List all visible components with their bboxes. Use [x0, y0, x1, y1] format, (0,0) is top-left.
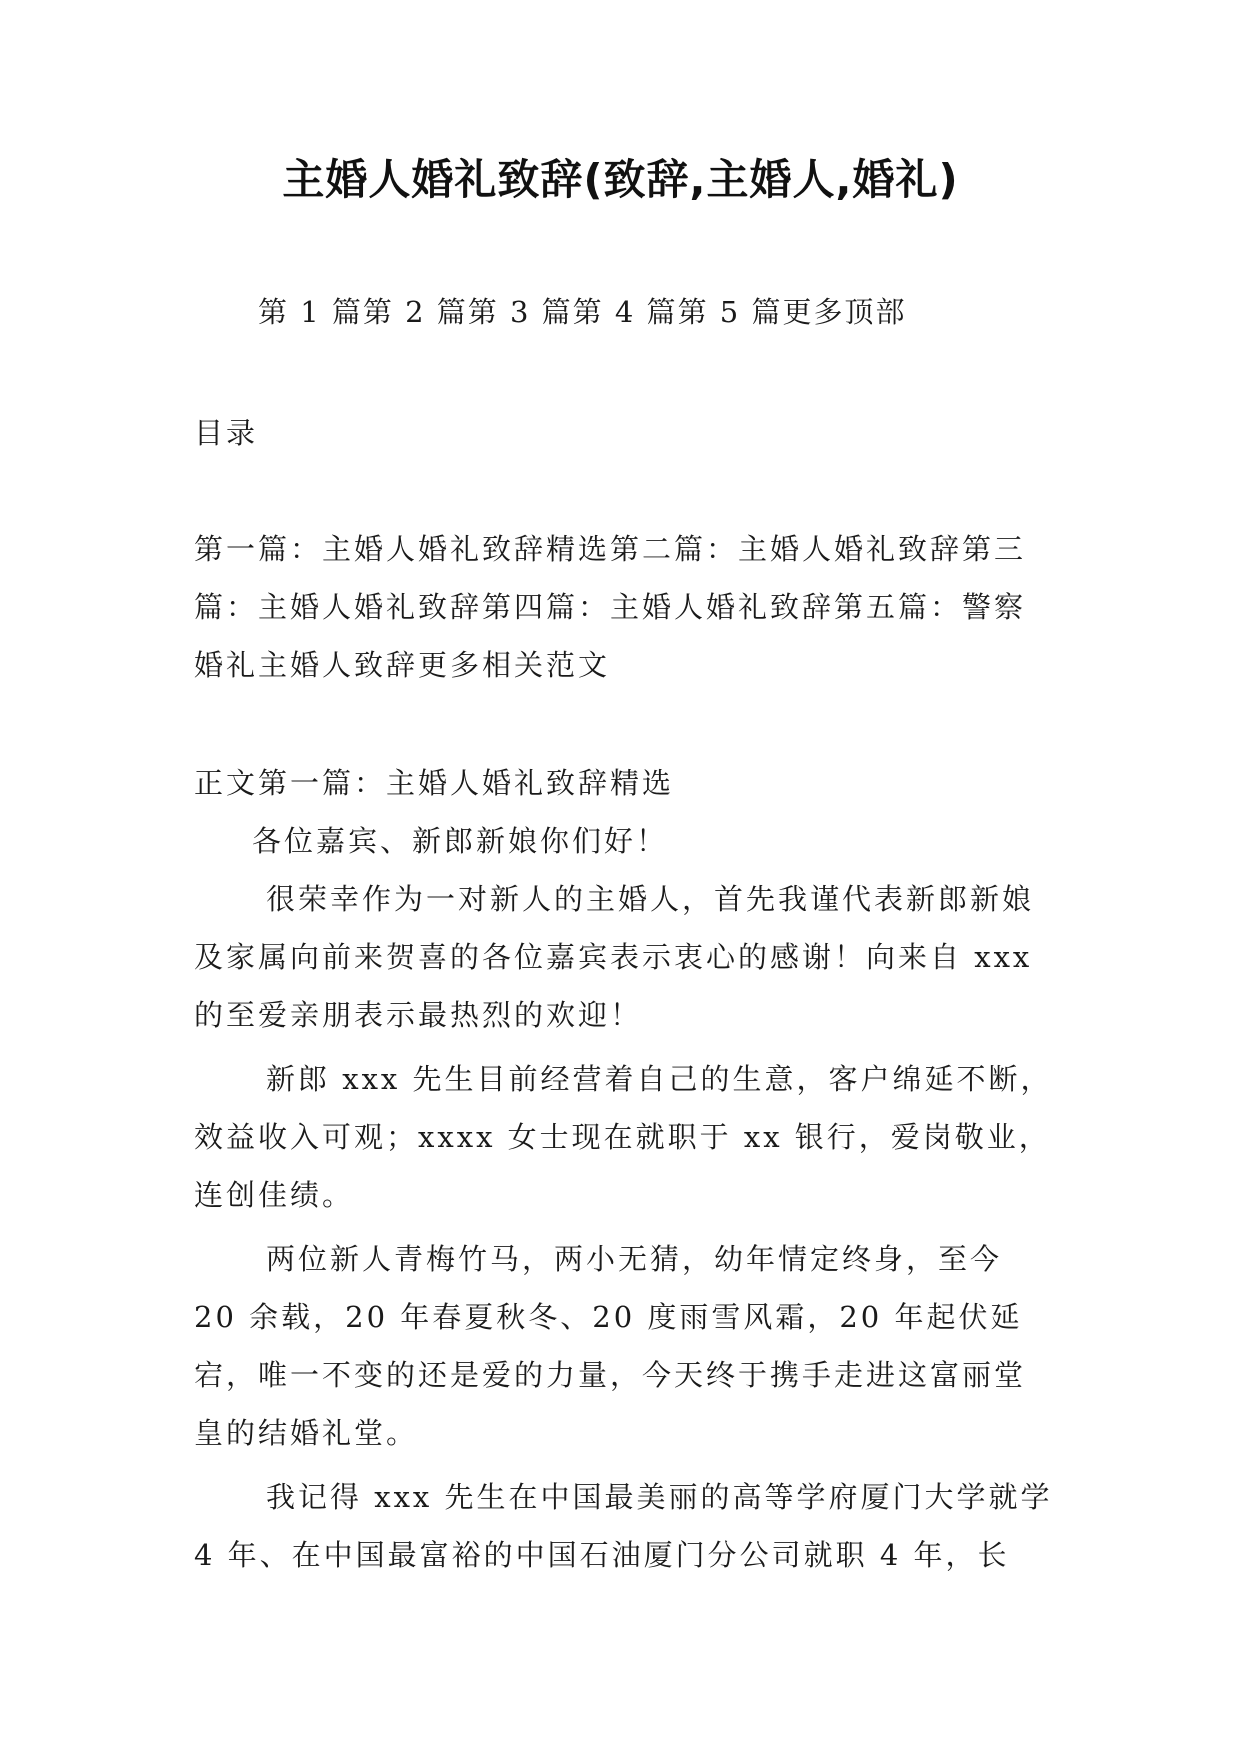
chapter-nav [258, 292, 906, 332]
body-paragraph: 新郎 xxx 先生目前经营着自己的生意，客户绵延不断，效益收入可观；xxxx 女士现在就职于 xx 银行，爱岗敬业，连创佳绩。 [194, 1062, 1053, 1212]
toc-heading: 目录 [194, 416, 259, 450]
toc-item-more[interactable]: 更多相关范文 [418, 648, 611, 682]
toc-item-2[interactable]: 第二篇：主婚人婚礼致辞 [610, 532, 963, 566]
toc-item-1[interactable]: 第一篇：主婚人婚礼致辞精选 [194, 532, 611, 566]
section-heading: 正文第一篇：主婚人婚礼致辞精选 [194, 766, 675, 800]
greeting: 各位嘉宾、新郎新娘你们好！ [252, 824, 669, 858]
body-paragraph: 很荣幸作为一对新人的主婚人，首先我谨代表新郎新娘及家属向前来贺喜的各位嘉宾表示衷心的感谢！向来自 xxx 的至爱亲朋表示最热烈的欢迎！ [194, 882, 1035, 1032]
toc-item-3[interactable]: 第三篇：主婚人婚礼致辞 [194, 532, 1027, 624]
nav-link-more[interactable]: 更多 [782, 295, 845, 329]
body-section [194, 754, 1054, 1584]
nav-link-chapter-3[interactable]: 第 3 篇 [467, 295, 573, 329]
nav-link-top[interactable]: 顶部 [844, 295, 907, 329]
toc-item-5[interactable]: 第五篇：警察婚礼主婚人致辞 [194, 590, 1027, 682]
document-title: 主婚人婚礼致辞(致辞,主婚人,婚礼) [282, 155, 959, 204]
nav-link-chapter-5[interactable]: 第 5 篇 [677, 295, 783, 329]
body-paragraph: 两位新人青梅竹马，两小无猜，幼年情定终身，至今 20 余载，20 年春夏秋冬、20 度雨雪风霜，20 年起伏延宕，唯一不变的还是爱的力量，今天终于携手走进这富丽堂皇的结婚礼堂。 [194, 1242, 1027, 1450]
nav-link-chapter-1[interactable]: 第 1 篇 [258, 295, 363, 329]
body-paragraph: 我记得 xxx 先生在中国最美丽的高等学府厦门大学就学 4 年、在中国最富裕的中国石油厦门分公司就职 4 年，长 [194, 1480, 1053, 1572]
table-of-contents [194, 520, 1054, 694]
nav-link-chapter-2[interactable]: 第 2 篇 [362, 295, 468, 329]
nav-link-chapter-4[interactable]: 第 4 篇 [572, 295, 678, 329]
toc-item-4[interactable]: 第四篇：主婚人婚礼致辞 [482, 590, 835, 624]
